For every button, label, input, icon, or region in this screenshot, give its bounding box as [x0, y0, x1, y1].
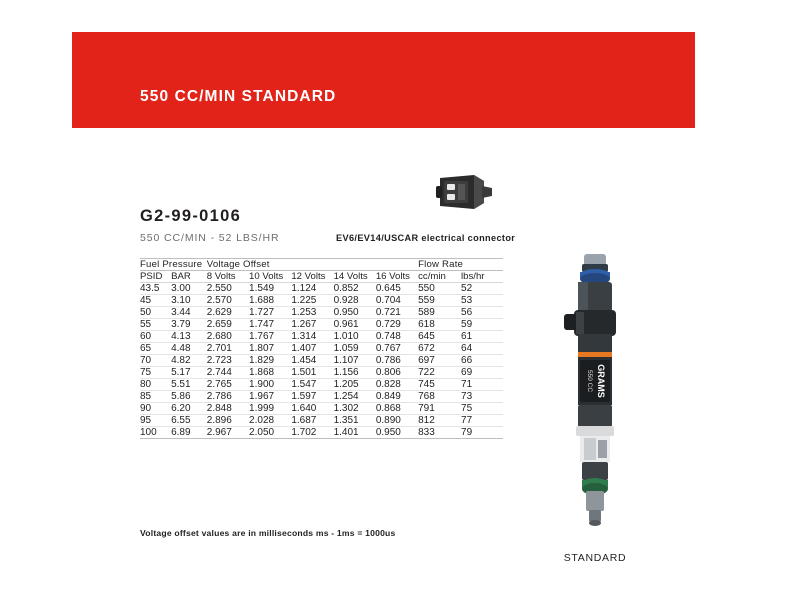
cell-14v: 1.107 — [334, 355, 376, 367]
cell-psid: 60 — [140, 331, 171, 343]
cell-8v: 2.967 — [207, 427, 249, 439]
cell-14v: 0.928 — [334, 295, 376, 307]
cell-lbshr: 69 — [461, 367, 503, 379]
cell-10v: 1.688 — [249, 295, 291, 307]
cell-lbshr: 66 — [461, 355, 503, 367]
cell-8v: 2.896 — [207, 415, 249, 427]
cell-ccmin: 722 — [418, 367, 461, 379]
table-row — [140, 379, 503, 391]
cell-14v: 0.961 — [334, 319, 376, 331]
cell-8v: 2.629 — [207, 307, 249, 319]
table-row — [140, 367, 503, 379]
cell-psid: 75 — [140, 367, 171, 379]
cell-ccmin: 791 — [418, 403, 461, 415]
cell-ccmin: 812 — [418, 415, 461, 427]
page-title: 550 CC/MIN STANDARD — [140, 88, 337, 105]
cell-lbshr: 52 — [461, 283, 503, 295]
cell-10v: 1.807 — [249, 343, 291, 355]
table-row — [140, 331, 503, 343]
cell-ccmin: 589 — [418, 307, 461, 319]
column-header-10-volts: 10 Volts — [249, 271, 291, 283]
cell-16v: 0.828 — [376, 379, 418, 391]
table-row — [140, 391, 503, 403]
cell-8v: 2.701 — [207, 343, 249, 355]
cell-14v: 1.205 — [334, 379, 376, 391]
injector-image — [540, 248, 650, 548]
cell-psid: 100 — [140, 427, 171, 439]
cell-psid: 43.5 — [140, 283, 171, 295]
cell-14v: 1.156 — [334, 367, 376, 379]
cell-10v: 2.050 — [249, 427, 291, 439]
cell-8v: 2.723 — [207, 355, 249, 367]
cell-ccmin: 697 — [418, 355, 461, 367]
cell-ccmin: 768 — [418, 391, 461, 403]
cell-ccmin: 550 — [418, 283, 461, 295]
table-row — [140, 283, 503, 295]
cell-psid: 45 — [140, 295, 171, 307]
cell-ccmin: 559 — [418, 295, 461, 307]
cell-14v: 1.401 — [334, 427, 376, 439]
cell-psid: 65 — [140, 343, 171, 355]
table-group-header-row — [140, 259, 503, 271]
cell-12v: 1.547 — [291, 379, 333, 391]
cell-lbshr: 59 — [461, 319, 503, 331]
cell-8v: 2.848 — [207, 403, 249, 415]
cell-ccmin: 833 — [418, 427, 461, 439]
cell-bar: 3.79 — [171, 319, 207, 331]
cell-10v: 1.727 — [249, 307, 291, 319]
cell-lbshr: 79 — [461, 427, 503, 439]
cell-10v: 1.767 — [249, 331, 291, 343]
cell-ccmin: 672 — [418, 343, 461, 355]
table-row — [140, 319, 503, 331]
column-header-12-volts: 12 Volts — [291, 271, 333, 283]
cell-psid: 90 — [140, 403, 171, 415]
cell-12v: 1.501 — [291, 367, 333, 379]
cell-16v: 0.849 — [376, 391, 418, 403]
cell-12v: 1.702 — [291, 427, 333, 439]
cell-bar: 3.00 — [171, 283, 207, 295]
table-row — [140, 295, 503, 307]
cell-12v: 1.225 — [291, 295, 333, 307]
group-header-flow-rate: Flow Rate — [418, 259, 503, 271]
cell-14v: 1.351 — [334, 415, 376, 427]
group-header-fuel-pressure: Fuel Pressure — [140, 259, 207, 271]
cell-16v: 0.767 — [376, 343, 418, 355]
cell-10v: 1.747 — [249, 319, 291, 331]
part-number: G2-99-0106 — [140, 207, 242, 225]
cell-bar: 5.86 — [171, 391, 207, 403]
cell-bar: 5.51 — [171, 379, 207, 391]
cell-16v: 0.890 — [376, 415, 418, 427]
cell-16v: 0.748 — [376, 331, 418, 343]
table-row — [140, 355, 503, 367]
column-header-ccmin: cc/min — [418, 271, 461, 283]
column-header-16-volts: 16 Volts — [376, 271, 418, 283]
column-header-lbshr: lbs/hr — [461, 271, 503, 283]
cell-lbshr: 53 — [461, 295, 503, 307]
table-row — [140, 427, 503, 439]
cell-lbshr: 77 — [461, 415, 503, 427]
cell-ccmin: 645 — [418, 331, 461, 343]
header-banner — [72, 32, 695, 128]
cell-ccmin: 618 — [418, 319, 461, 331]
spec-table-wrap — [140, 258, 503, 439]
cell-psid: 80 — [140, 379, 171, 391]
part-flow-rating: 550 CC/MIN - 52 LBS/HR — [140, 232, 280, 244]
cell-12v: 1.267 — [291, 319, 333, 331]
cell-12v: 1.640 — [291, 403, 333, 415]
cell-14v: 1.059 — [334, 343, 376, 355]
cell-lbshr: 75 — [461, 403, 503, 415]
electrical-connector-image — [434, 172, 494, 212]
column-header-8-volts: 8 Volts — [207, 271, 249, 283]
connector-label: EV6/EV14/USCAR electrical connector — [336, 233, 516, 243]
svg-text:550 CC: 550 CC — [586, 369, 593, 393]
cell-bar: 4.82 — [171, 355, 207, 367]
cell-14v: 1.302 — [334, 403, 376, 415]
cell-14v: 1.010 — [334, 331, 376, 343]
table-row — [140, 415, 503, 427]
table-column-header-row — [140, 271, 503, 283]
cell-bar: 5.17 — [171, 367, 207, 379]
cell-14v: 0.950 — [334, 307, 376, 319]
cell-12v: 1.687 — [291, 415, 333, 427]
column-header-psid: PSID — [140, 271, 171, 283]
cell-10v: 1.549 — [249, 283, 291, 295]
cell-psid: 95 — [140, 415, 171, 427]
cell-16v: 0.645 — [376, 283, 418, 295]
cell-16v: 0.950 — [376, 427, 418, 439]
cell-bar: 6.89 — [171, 427, 207, 439]
table-row — [140, 307, 503, 319]
cell-bar: 4.48 — [171, 343, 207, 355]
cell-16v: 0.704 — [376, 295, 418, 307]
cell-ccmin: 745 — [418, 379, 461, 391]
cell-10v: 1.967 — [249, 391, 291, 403]
cell-psid: 50 — [140, 307, 171, 319]
injector-caption: STANDARD — [563, 552, 627, 564]
cell-8v: 2.744 — [207, 367, 249, 379]
table-row — [140, 403, 503, 415]
column-header-14-volts: 14 Volts — [334, 271, 376, 283]
cell-16v: 0.806 — [376, 367, 418, 379]
cell-12v: 1.454 — [291, 355, 333, 367]
cell-bar: 6.55 — [171, 415, 207, 427]
cell-10v: 1.900 — [249, 379, 291, 391]
cell-lbshr: 71 — [461, 379, 503, 391]
cell-lbshr: 64 — [461, 343, 503, 355]
cell-lbshr: 56 — [461, 307, 503, 319]
cell-bar: 4.13 — [171, 331, 207, 343]
column-header-bar: BAR — [171, 271, 207, 283]
cell-16v: 0.721 — [376, 307, 418, 319]
cell-8v: 2.680 — [207, 331, 249, 343]
cell-bar: 3.44 — [171, 307, 207, 319]
cell-16v: 0.868 — [376, 403, 418, 415]
cell-psid: 85 — [140, 391, 171, 403]
svg-text:GRAMS: GRAMS — [596, 364, 606, 398]
cell-10v: 2.028 — [249, 415, 291, 427]
cell-10v: 1.868 — [249, 367, 291, 379]
cell-12v: 1.314 — [291, 331, 333, 343]
cell-8v: 2.570 — [207, 295, 249, 307]
cell-bar: 3.10 — [171, 295, 207, 307]
cell-10v: 1.829 — [249, 355, 291, 367]
cell-10v: 1.999 — [249, 403, 291, 415]
cell-16v: 0.729 — [376, 319, 418, 331]
cell-lbshr: 61 — [461, 331, 503, 343]
cell-psid: 55 — [140, 319, 171, 331]
spec-table — [140, 258, 503, 439]
cell-8v: 2.550 — [207, 283, 249, 295]
cell-8v: 2.659 — [207, 319, 249, 331]
cell-lbshr: 73 — [461, 391, 503, 403]
cell-8v: 2.786 — [207, 391, 249, 403]
cell-12v: 1.124 — [291, 283, 333, 295]
cell-bar: 6.20 — [171, 403, 207, 415]
cell-14v: 1.254 — [334, 391, 376, 403]
cell-12v: 1.597 — [291, 391, 333, 403]
cell-12v: 1.253 — [291, 307, 333, 319]
cell-16v: 0.786 — [376, 355, 418, 367]
cell-14v: 0.852 — [334, 283, 376, 295]
group-header-voltage-offset: Voltage Offset — [207, 259, 418, 271]
cell-psid: 70 — [140, 355, 171, 367]
table-row — [140, 343, 503, 355]
cell-12v: 1.407 — [291, 343, 333, 355]
table-footnote: Voltage offset values are in milliseconds ms - 1ms = 1000us — [140, 528, 396, 538]
cell-8v: 2.765 — [207, 379, 249, 391]
